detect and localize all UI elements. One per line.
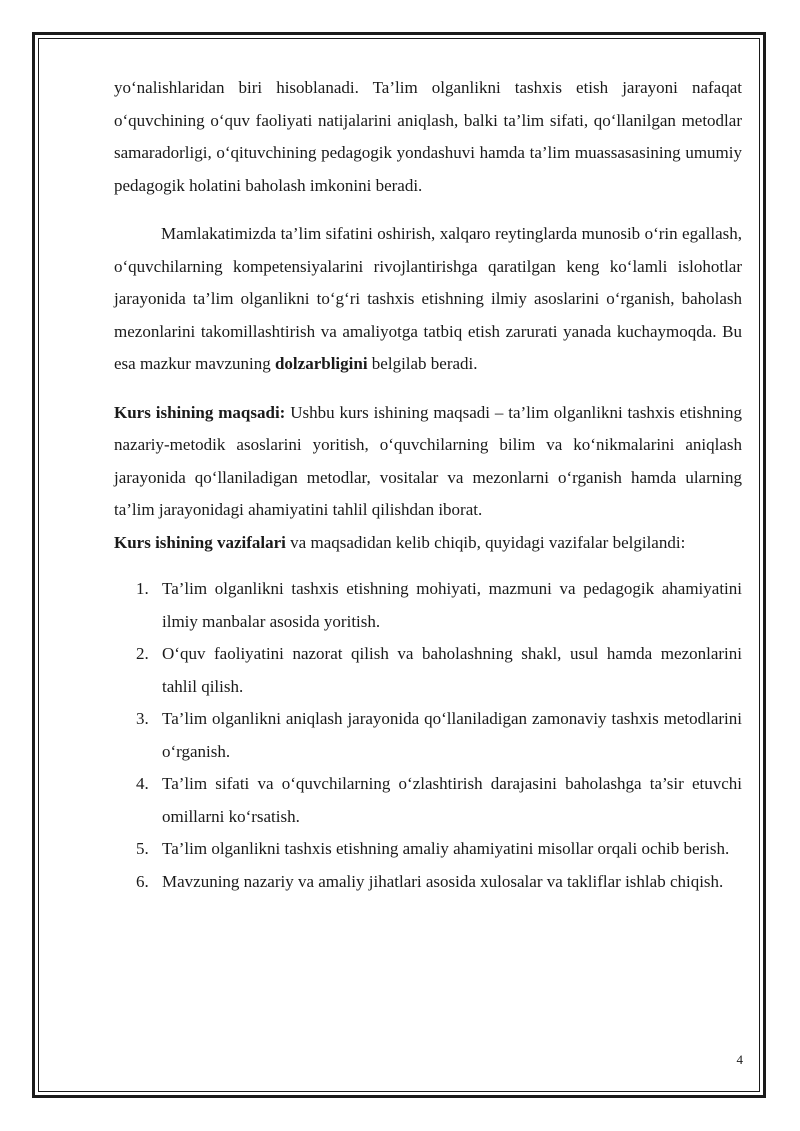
- list-item-number: 1.: [136, 579, 149, 598]
- list-item-number: 5.: [136, 839, 149, 858]
- list-item-number: 2.: [136, 644, 149, 663]
- list-item: [114, 573, 742, 638]
- list-item-text: O‘quv faoliyatini nazorat qilish va baholashning shakl, usul hamda mezonlarini tahlil qilish.: [162, 644, 742, 696]
- list-item: [114, 866, 742, 899]
- goal-text: Ushbu kurs ishining maqsadi – ta’lim olganlikni tashxis etishning nazariy-metodik asoslarini yoritish, o‘quvchilarning bilim va ko‘nikmalarini aniqlash jarayonida qo‘llaniladigan metodlar, vositalar va mezonlarni o‘rganish hamda ularning ta’lim jarayonidagi ahamiyatini tahlil qilishdan iborat.: [114, 402, 742, 519]
- list-item-text: Ta’lim olganlikni aniqlash jarayonida qo‘llaniladigan zamonaviy tashxis metodlarini o‘rganish.: [162, 709, 742, 761]
- list-item: [114, 833, 742, 866]
- goal-paragraph: [114, 397, 742, 527]
- list-item-text: Ta’lim olganlikni tashxis etishning mohiyati, mazmuni va pedagogik ahamiyatini ilmiy manbalar asosida yoritish.: [162, 579, 742, 631]
- relevance-paragraph: [114, 218, 742, 381]
- list-item-text: Ta’lim sifati va o‘quvchilarning o‘zlashtirish darajasini baholashga ta’sir etuvchi omillarni ko‘rsatish.: [162, 774, 742, 826]
- relevance-text-after: belgilab beradi.: [367, 354, 478, 373]
- goal-label: Kurs ishining maqsadi:: [114, 402, 286, 422]
- tasks-label: Kurs ishining vazifalari: [114, 532, 286, 552]
- list-item: [114, 768, 742, 833]
- relevance-text-before: Mamlakatimizda ta’lim sifatini oshirish, xalqaro reytinglarda munosib o‘rin egallash, o‘quvchilarning kompetensiyalarini rivojlantirishga qaratilgan keng ko‘lamli islohotlar jarayonida ta’lim olganlikni to‘g‘ri tashxis etishning ilmiy asoslarini o‘rganish, baholash mezonlarini takomillashtirish va amaliyotga tatbiq etish zarurati yanada kuchaymoqda. Bu esa mazkur mavzuning: [114, 224, 742, 373]
- tasks-intro-text: va maqsadidan kelib chiqib, quyidagi vazifalar belgilandi:: [285, 532, 686, 552]
- document-body: [114, 72, 742, 898]
- list-item: [114, 638, 742, 703]
- list-item-text: Mavzuning nazariy va amaliy jihatlari asosida xulosalar va takliflar ishlab chiqish.: [162, 871, 724, 891]
- tasks-intro-paragraph: [114, 527, 742, 560]
- relevance-bold-term: dolzarbligini: [274, 354, 368, 373]
- list-item-number: 4.: [136, 774, 149, 793]
- intro-paragraph: yo‘nalishlaridan biri hisoblanadi. Ta’lim olganlikni tashxis etish jarayoni nafaqat o‘quvchining o‘quv faoliyati natijalarini aniqlash, balki ta’lim sifati, qo‘llanilgan metodlar samaradorligi, o‘qituvchining pedagogik yondashuvi hamda ta’lim muassasasining umumiy pedagogik holatini baholash imkonini beradi.: [114, 78, 742, 195]
- list-item: [114, 703, 742, 768]
- list-item-number: 3.: [136, 709, 149, 728]
- page-number: 4: [736, 1052, 743, 1067]
- tasks-list: [114, 573, 742, 898]
- list-item-number: 6.: [136, 871, 149, 891]
- list-item-text: Ta’lim olganlikni tashxis etishning amaliy ahamiyatini misollar orqali ochib berish.: [162, 839, 730, 858]
